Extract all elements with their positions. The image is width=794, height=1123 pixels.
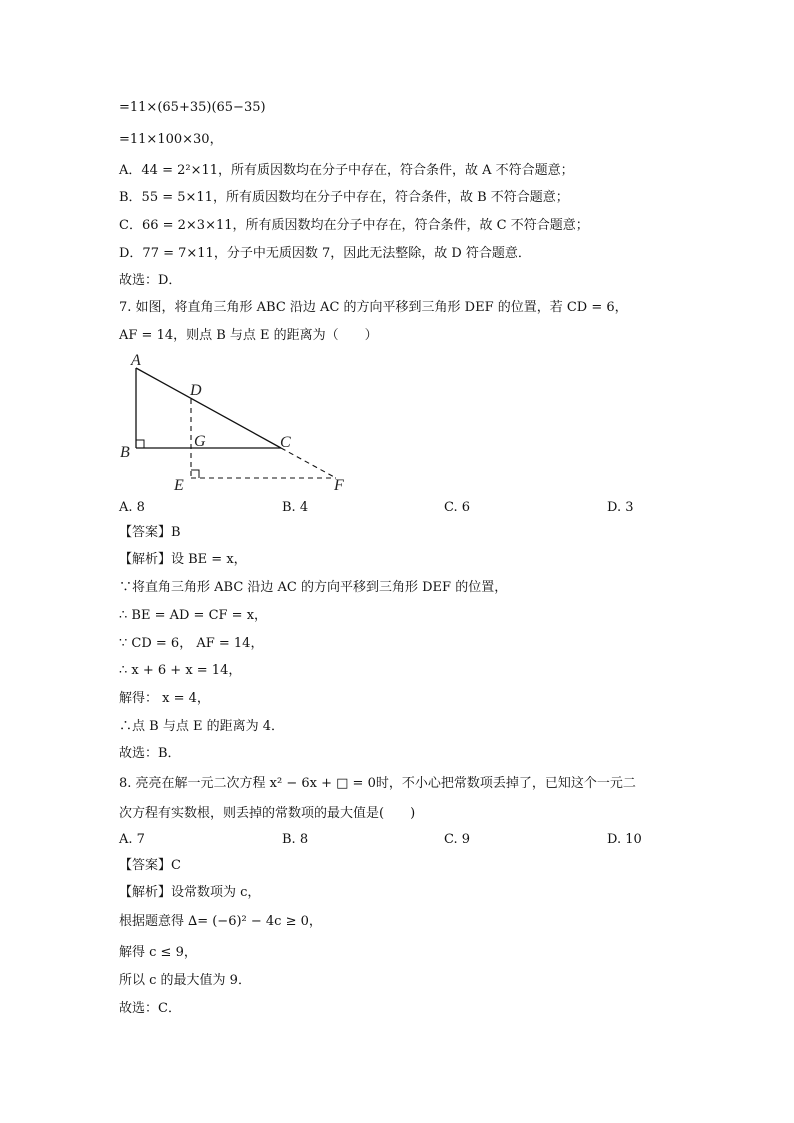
segment-ac — [136, 368, 281, 448]
q7-option-d: D. 3 — [607, 500, 634, 515]
q8-analysis-line: 所以 c 的最大值为 9． — [119, 973, 251, 988]
label-e: E — [174, 477, 184, 494]
q7-stem-line2: AF = 14，则点 B 与点 E 的距离为（ ） — [119, 328, 378, 343]
prev-choice: 故选：D． — [119, 273, 182, 288]
segment-cf — [281, 448, 336, 478]
right-angle-b — [136, 440, 144, 448]
q7-analysis-line: ∴点 B 与点 E 的距离为 4． — [119, 719, 284, 734]
q7-stem-line1: 7. 如图，将直角三角形 ABC 沿边 AC 的方向平移到三角形 DEF 的位置，若 CD = 6， — [119, 300, 628, 315]
q8-stem-line1: 8. 亮亮在解一元二次方程 x² − 6x + □ = 0时，不小心把常数项丢掉了，已知这个一元二 — [119, 776, 636, 791]
label-c: C — [280, 434, 291, 451]
q7-analysis-line: 故选：B． — [119, 746, 181, 761]
solution-step-2: =11×100×30， — [119, 132, 223, 147]
q7-analysis-line: 【解析】设 BE = x， — [119, 552, 247, 567]
q7-analysis-line: ∵将直角三角形 ABC 沿边 AC 的方向平移到三角形 DEF 的位置， — [119, 580, 508, 595]
q8-option-d: D. 10 — [607, 832, 642, 847]
q8-option-a: A. 7 — [119, 832, 145, 847]
q8-analysis-line: 解得 c ≤ 9， — [119, 945, 197, 960]
q7-analysis-line: ∴ BE = AD = CF = x， — [119, 608, 268, 623]
q8-analysis-line: 【解析】设常数项为 c， — [119, 885, 261, 900]
label-a: A — [131, 352, 141, 369]
q8-analysis-line: 故选：C． — [119, 1001, 181, 1016]
q8-option-c: C. 9 — [444, 832, 471, 847]
q7-analysis-line: ∵ CD = 6， AF = 14， — [119, 636, 264, 651]
solution-step-1: =11×(65+35)(65−35) — [119, 100, 266, 115]
label-f: F — [334, 477, 344, 494]
q8-stem-line2: 次方程有实数根，则丢掉的常数项的最大值是( ) — [119, 806, 416, 821]
q7-analysis-line: ∴ x + 6 + x = 14， — [119, 663, 242, 678]
option-analysis-d: D．77 = 7×11，分子中无质因数 7，因此无法整除，故 D 符合题意． — [119, 246, 531, 261]
q7-triangle-figure — [112, 348, 362, 494]
label-b: B — [120, 444, 130, 461]
label-g: G — [194, 433, 206, 450]
right-angle-e — [191, 470, 199, 478]
q7-option-b: B. 4 — [282, 500, 309, 515]
label-d: D — [190, 382, 202, 399]
option-analysis-c: C．66 = 2×3×11，所有质因数均在分子中存在，符合条件，故 C 不符合题意； — [119, 218, 589, 233]
q8-option-b: B. 8 — [282, 832, 309, 847]
option-analysis-b: B．55 = 5×11，所有质因数均在分子中存在，符合条件，故 B 不符合题意； — [119, 190, 569, 205]
q8-answer: 【答案】C — [119, 858, 181, 873]
option-analysis-a: A．44 = 2²×11，所有质因数均在分子中存在，符合条件，故 A 不符合题意； — [119, 163, 574, 178]
q8-analysis-line: 根据题意得 ∆= (−6)² − 4c ≥ 0， — [119, 914, 322, 929]
q7-option-c: C. 6 — [444, 500, 471, 515]
q7-answer: 【答案】B — [119, 525, 181, 540]
q7-analysis-line: 解得： x = 4， — [119, 691, 210, 706]
q7-option-a: A. 8 — [119, 500, 145, 515]
